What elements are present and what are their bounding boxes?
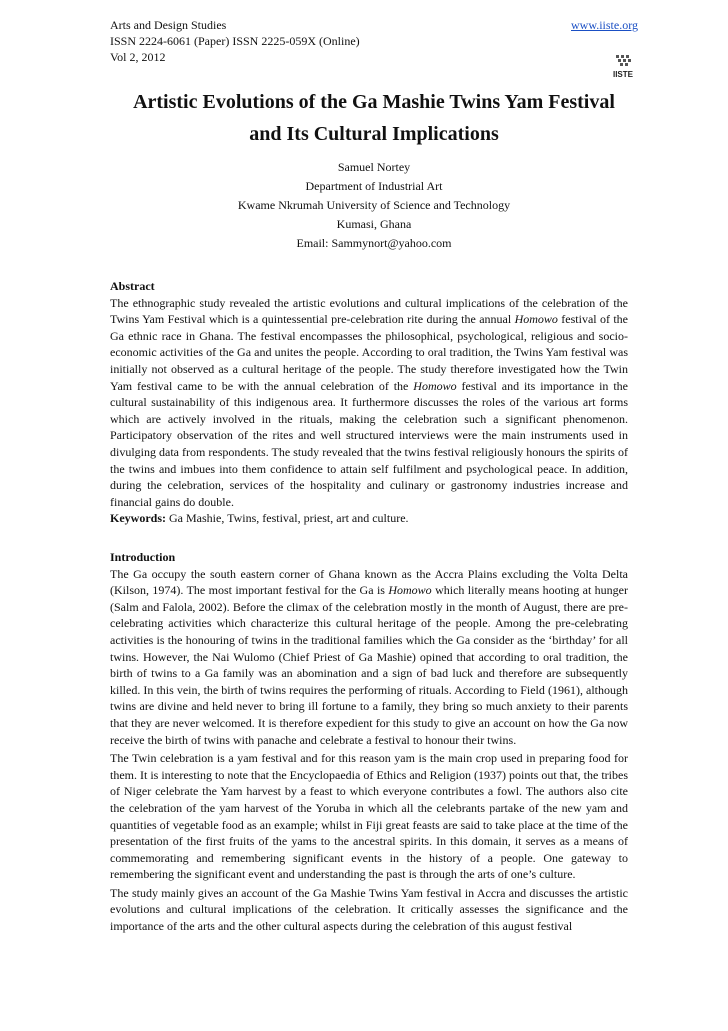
author-block [110,158,638,253]
title-line-2: and Its Cultural Implications [249,123,499,145]
volume-line: Vol 2, 2012 [110,50,166,64]
abstract-section [110,278,628,527]
page-header [110,17,638,79]
intro-paragraph-1: The Ga occupy the south eastern corner of Ghana known as the Accra Plains excluding the Volta Delta (Kilson, 1974). The most important festival for the Ga is Homowo which literally means hooting at hunger (Salm and Falola, 2002). Before the climax of the celebration mostly in the month of August, there are pre-celebrating activities which characterize this cultural heritage of the people. Among the pre-celebrating activities is the honouring of twins in the traditional families which the Ga consider as the ‘birthday’ for all twins. However, the Nai Wulomo (Chief Priest of Ga Mashie) opined that according to oral tradition, the birth of twins to a Ga family was an abomination and a sign of bad luck and therefore are subsequently killed. In this vein, the birth of twins requires the performing of rituals. According to Field (1961), although twins are divine and held never to bring ill fortune to a family, they bring so much anxiety to their parents that they are never welcomed. It is therefore expedient for this study to give an account on how the Ga now receive the birth of twins with panache and celebrate a festival to honour their twins. [110,566,628,747]
title-line-1: Artistic Evolutions of the Ga Mashie Twins Yam Festival [133,91,615,113]
introduction-heading: Introduction [110,550,176,564]
paper-title [110,86,638,150]
intro-paragraph-2: The Twin celebration is a yam festival and for this reason yam is the main crop used in preparing food for them. It is interesting to note that the Encyclopaedia of Ethics and Religion (1937) points out that, the tribes of Niger celebrate the Yam harvest by a feast to which everyone contributes a fowl. The authors also cite the celebration of the yam harvest of the Yoruba in which all the celebrants partake of the new yam and quantities of vegetable food as an example; whilst in Fiji great feasts are said to take place at the time of the presentation of the first fruits of the yams to the ancestral spirits. In this domain, it serves as a means of commemorating and remembering significant events in the history of a people. One gateway to remembering the significant event and understanding the past is through the arts of one’s culture. [110,751,628,882]
author-name: Samuel Nortey [337,160,411,174]
author-email: Email: Sammynort@yahoo.com [296,236,452,250]
keywords: Keywords: Ga Mashie, Twins, festival, priest, art and culture. [110,511,409,526]
keywords-label: Keywords: [110,511,166,526]
intro-paragraph-3: The study mainly gives an account of the Ga Mashie Twins Yam festival in Accra and discusses the artistic evolutions and cultural implications of the celebration. It critically assesses the significance and the importance of the arts and the other cultural aspects during the celebration of this august festival [110,885,628,934]
issn-line: ISSN 2224-6061 (Paper) ISSN 2225-059X (Online) [110,34,360,48]
abstract-heading: Abstract [110,279,155,293]
journal-website-link[interactable]: www.iiste.org [571,18,638,32]
journal-name: Arts and Design Studies [110,18,227,32]
author-location: Kumasi, Ghana [336,217,412,231]
introduction-section [110,549,628,935]
abstract-text: The ethnographic study revealed the artistic evolutions and cultural implications of the celebration of the Twins Yam Festival which is a quintessential pre-celebration rite during the annual Homowo festival of the Ga ethnic race in Ghana. The festival encompasses the philosophical, psychological, religious and socio-economic activities of the Ga and unites the people. According to oral tradition, the Twins Yam festival was initially not observed as a cultural heritage of the people. The study therefore investigated how the Twin Yam festival came to be with the annual celebration of the Homowo festival and its importance in the cultural sustainability of this indigenous area. It furthermore discusses the roles of the various art forms which are actively involved in the rituals, making the celebration such a significant phenomenon. Participatory observation of the rites and well structured interviews were the main instruments used in divulging data from respondents. The study revealed that the twins festival religiously honours the spirits of the twins and imbues into them confidence to attain self fulfilment and psychological peace. In addition, during the celebration, services of the hospitality and culinary or gastronomy industries increase and financial gains do double. [110,295,629,509]
iiste-logo-icon [608,53,638,79]
logo-text: IISTE [612,70,634,79]
author-university: Kwame Nkrumah University of Science and Technology [237,198,511,212]
author-department: Department of Industrial Art [305,179,443,193]
